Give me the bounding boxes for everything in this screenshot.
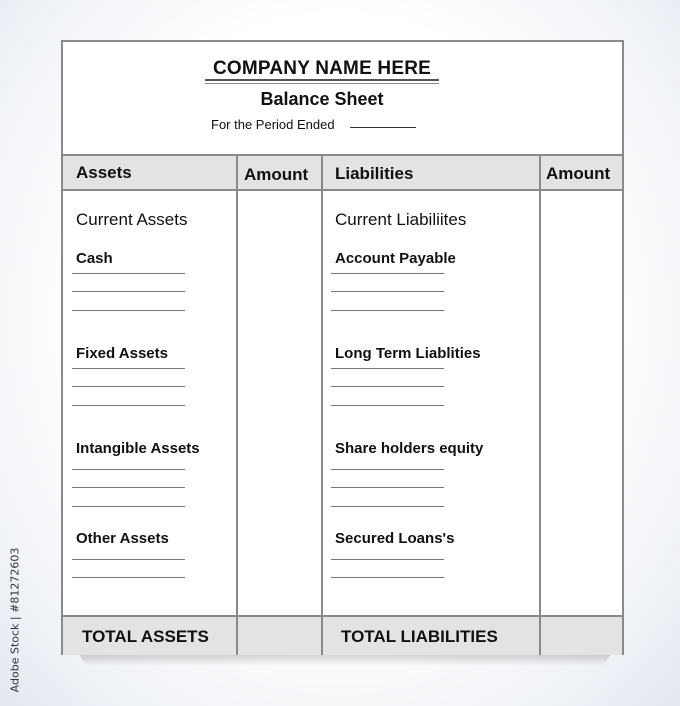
company-underline-double — [205, 83, 439, 84]
total-liabilities-amount[interactable] — [541, 617, 622, 655]
document-title: Balance Sheet — [260, 89, 384, 109]
balance-sheet-form — [61, 40, 624, 655]
total-liabilities-label: TOTAL LIABILITIES — [341, 627, 498, 646]
liability-group-shareholders-equity: Share holders equity — [335, 440, 484, 457]
long-term-liabilities-line-1[interactable] — [331, 368, 444, 369]
long-term-liabilities-line-2[interactable] — [331, 386, 444, 387]
current-liabilities-title: Current Liabiliites — [335, 210, 467, 229]
liability-group-long-term: Long Term Liablities — [335, 345, 481, 362]
total-assets-label: TOTAL ASSETS — [82, 627, 209, 646]
header-liabilities-amount: Amount — [546, 164, 611, 183]
cash-line-2[interactable] — [72, 291, 185, 292]
current-assets-title: Current Assets — [76, 210, 188, 229]
other-assets-line-2[interactable] — [72, 577, 185, 578]
fixed-assets-line-1[interactable] — [72, 368, 185, 369]
account-payable-line-3[interactable] — [331, 310, 444, 311]
asset-group-cash: Cash — [76, 250, 113, 267]
header-liabilities: Liabilities — [335, 164, 414, 183]
assets-amount-area[interactable] — [238, 191, 321, 615]
fixed-assets-line-3[interactable] — [72, 405, 185, 406]
intangible-assets-line-2[interactable] — [72, 487, 185, 488]
period-label: For the Period Ended — [211, 117, 335, 132]
other-assets-line-1[interactable] — [72, 559, 185, 560]
cash-line-1[interactable] — [72, 273, 185, 274]
liability-group-secured-loans: Secured Loans's — [335, 530, 455, 547]
fixed-assets-line-2[interactable] — [72, 386, 185, 387]
liability-group-account-payable: Account Payable — [335, 250, 456, 267]
account-payable-line-1[interactable] — [331, 273, 444, 274]
intangible-assets-line-1[interactable] — [72, 469, 185, 470]
asset-group-intangible: Intangible Assets — [76, 440, 200, 457]
company-underline — [205, 79, 439, 81]
intangible-assets-line-3[interactable] — [72, 506, 185, 507]
header-assets-amount: Amount — [244, 165, 309, 184]
secured-loans-line-1[interactable] — [331, 559, 444, 560]
company-name: COMPANY NAME HERE — [212, 58, 432, 79]
shareholders-equity-line-3[interactable] — [331, 506, 444, 507]
asset-group-other: Other Assets — [76, 530, 169, 547]
period-date-blank[interactable] — [350, 127, 416, 128]
shareholders-equity-line-2[interactable] — [331, 487, 444, 488]
asset-group-fixed: Fixed Assets — [76, 345, 168, 362]
total-assets-amount[interactable] — [238, 617, 321, 655]
liabilities-amount-area[interactable] — [541, 191, 622, 615]
title-block — [63, 42, 622, 155]
shareholders-equity-line-1[interactable] — [331, 469, 444, 470]
watermark-text: Adobe Stock | #81272603 — [8, 547, 22, 693]
secured-loans-line-2[interactable] — [331, 577, 444, 578]
header-assets: Assets — [76, 163, 132, 182]
stock-watermark — [4, 545, 26, 695]
long-term-liabilities-line-3[interactable] — [331, 405, 444, 406]
column-divider — [321, 154, 323, 655]
account-payable-line-2[interactable] — [331, 291, 444, 292]
cash-line-3[interactable] — [72, 310, 185, 311]
